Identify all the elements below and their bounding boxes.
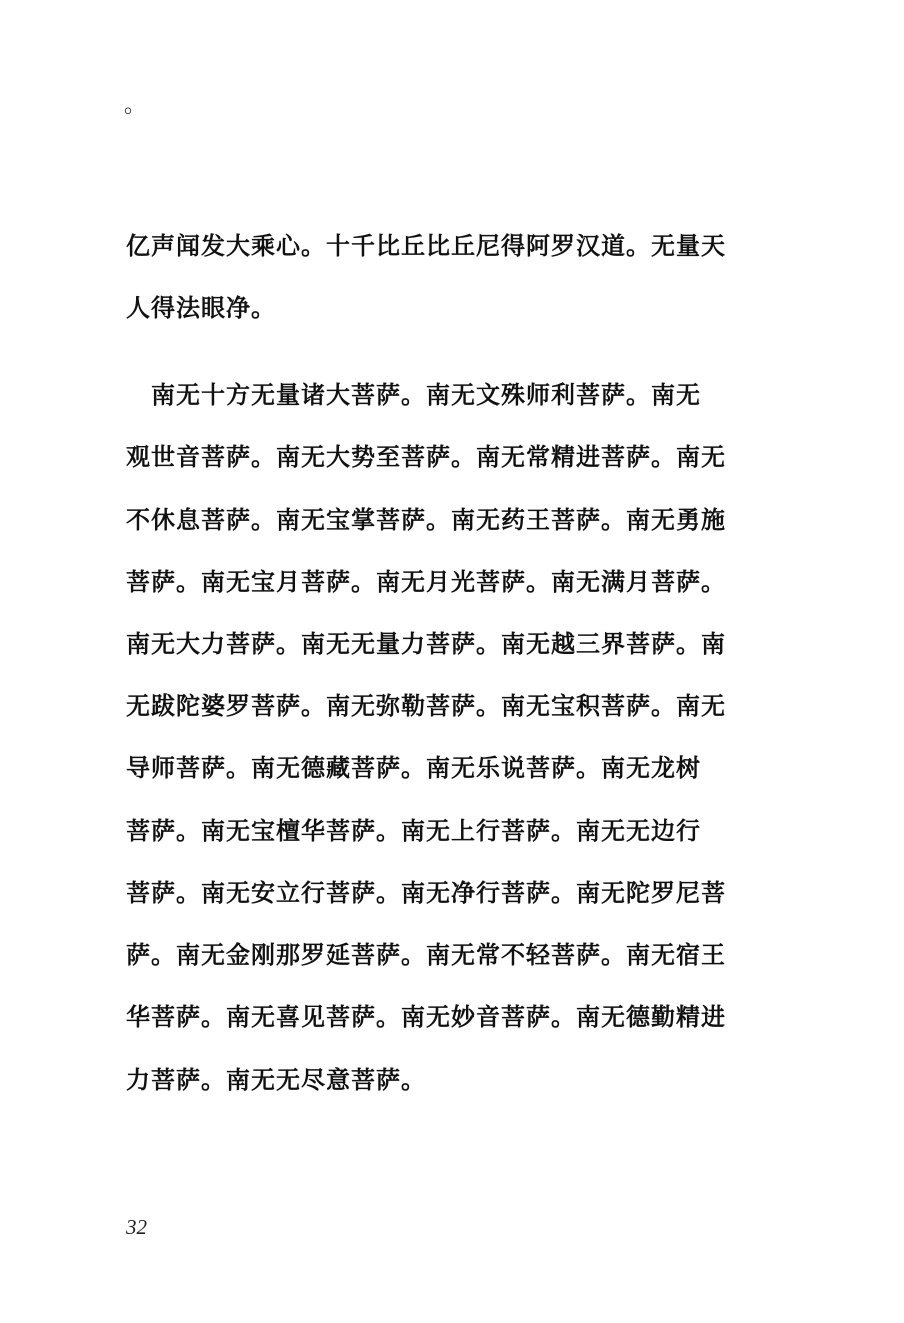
text-line: 无跋陀婆罗菩萨。南无弥勒菩萨。南无宝积菩萨。南无 bbox=[126, 691, 726, 720]
text-line: 人得法眼净。 bbox=[126, 293, 276, 322]
page-number: 32 bbox=[126, 1215, 147, 1239]
text-line: 华菩萨。南无喜见菩萨。南无妙音菩萨。南无德勤精进 bbox=[126, 1002, 726, 1031]
text-line: 菩萨。南无宝檀华菩萨。南无上行菩萨。南无无边行 bbox=[126, 816, 701, 845]
text-line: 力菩萨。南无无尽意菩萨。 bbox=[126, 1065, 426, 1094]
text-line: 不休息菩萨。南无宝掌菩萨。南无药王菩萨。南无勇施 bbox=[126, 505, 726, 534]
text-line: 南无大力菩萨。南无无量力菩萨。南无越三界菩萨。南 bbox=[126, 629, 726, 658]
text-line: 导师菩萨。南无德藏菩萨。南无乐说菩萨。南无龙树 bbox=[126, 753, 701, 782]
text-line: 萨。南无金刚那罗延菩萨。南无常不轻菩萨。南无宿王 bbox=[126, 940, 726, 969]
text-line: 亿声闻发大乘心。十千比丘比丘尼得阿罗汉道。无量天 bbox=[126, 231, 726, 260]
text-line: 菩萨。南无宝月菩萨。南无月光菩萨。南无满月菩萨。 bbox=[126, 567, 726, 596]
text-line: 菩萨。南无安立行菩萨。南无净行菩萨。南无陀罗尼菩 bbox=[126, 878, 726, 907]
text-line: 南无十方无量诸大菩萨。南无文殊师利菩萨。南无 bbox=[126, 380, 701, 409]
leading-punctuation: 。 bbox=[124, 93, 147, 118]
text-line: 观世音菩萨。南无大势至菩萨。南无常精进菩萨。南无 bbox=[126, 442, 726, 471]
